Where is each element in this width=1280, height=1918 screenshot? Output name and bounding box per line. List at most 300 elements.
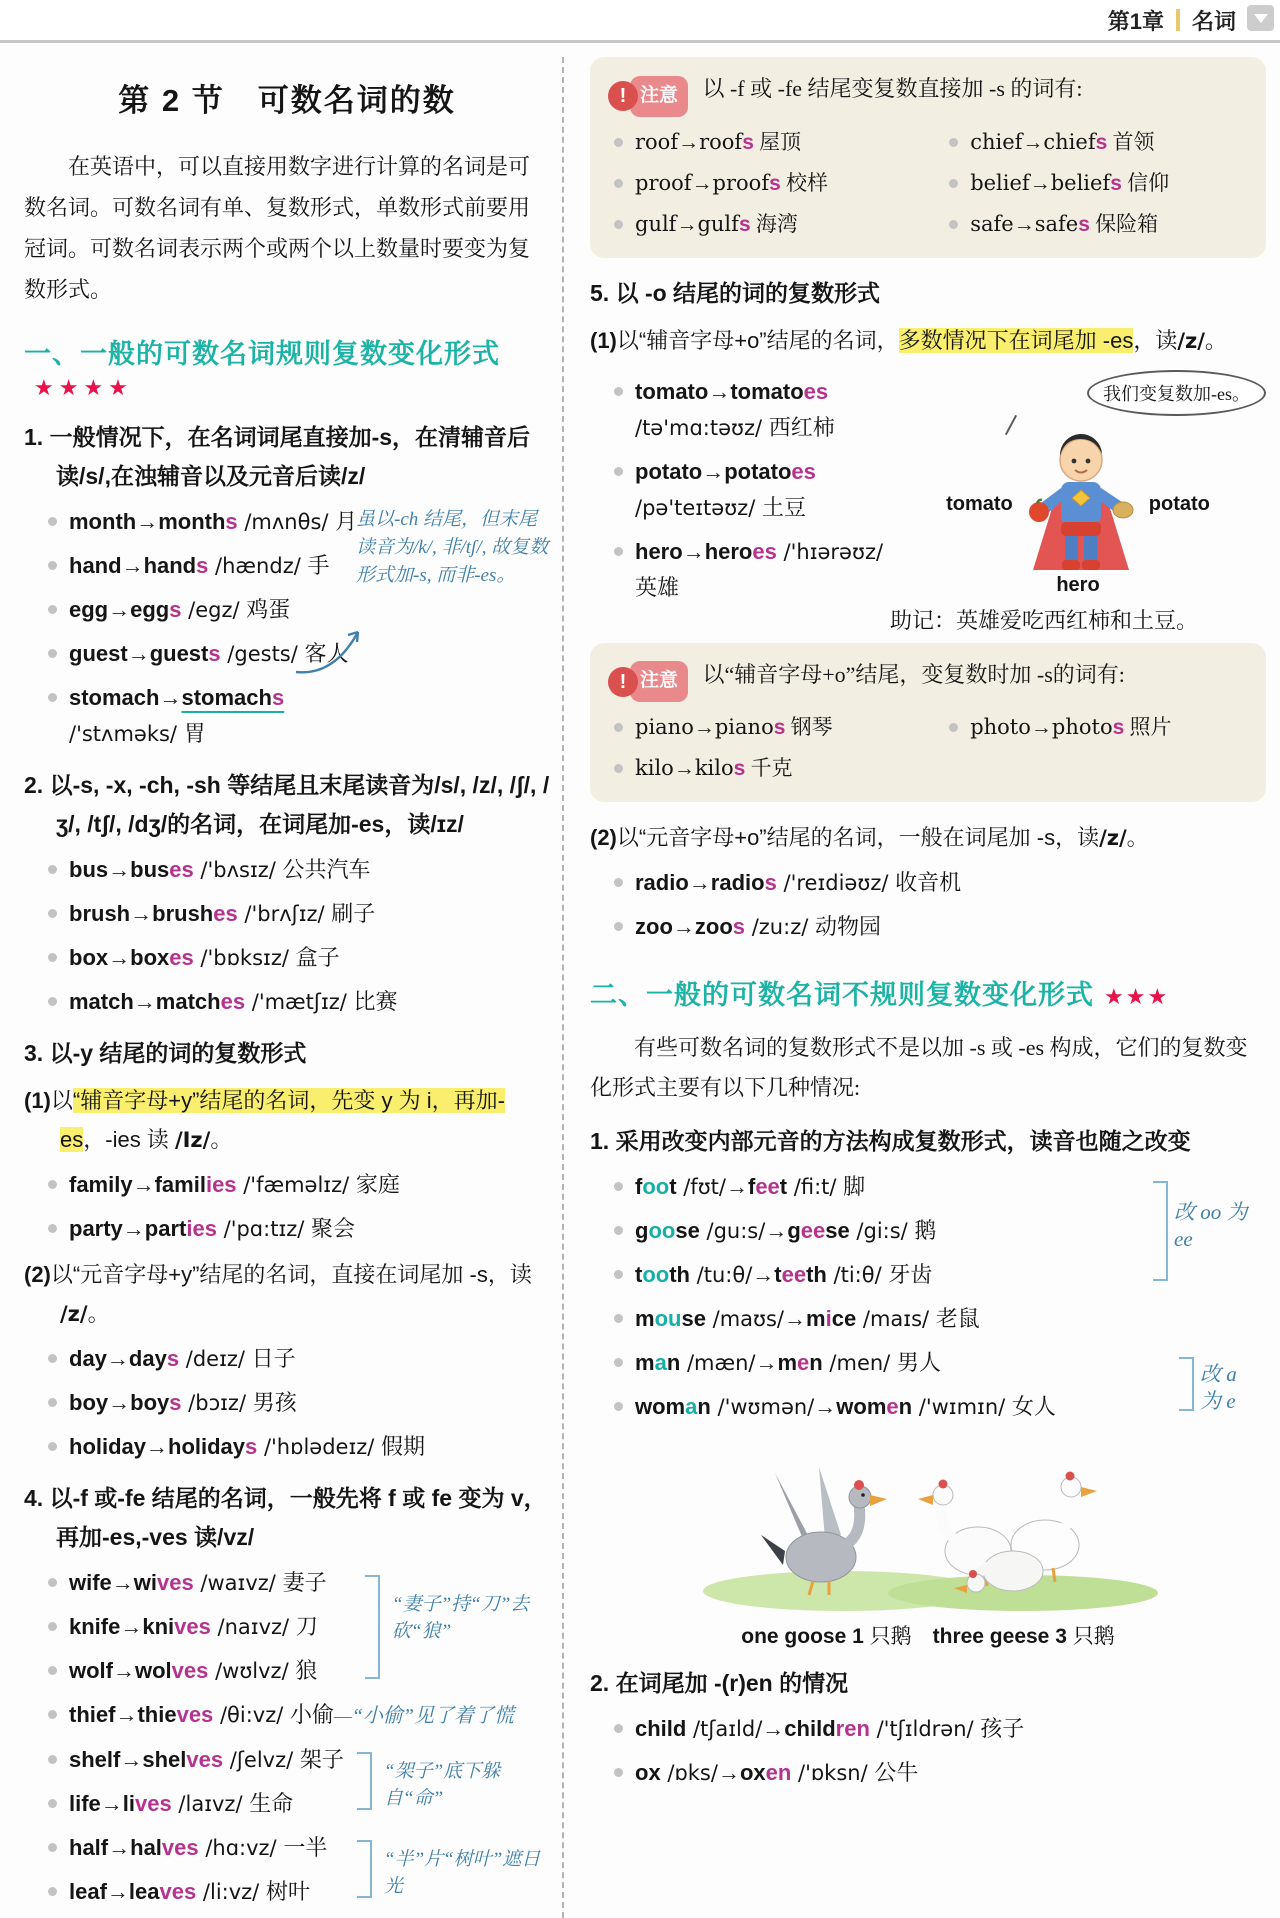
word-token: ves: [157, 1570, 194, 1595]
word-token: /egz/: [181, 598, 247, 622]
word-token: piano: [635, 715, 694, 739]
word-token: /'pɑ:tɪz/: [216, 1217, 312, 1241]
word-token: ves: [171, 1658, 209, 1683]
attention-col-2: [943, 119, 1248, 248]
example-text: [635, 1389, 1056, 1425]
word-token: safe: [1034, 211, 1079, 236]
example-row: [943, 207, 1248, 242]
rule4-group-shelf: [24, 1742, 550, 1822]
word-token: se: [825, 1218, 850, 1243]
superman-cartoon: [890, 366, 1266, 639]
word-token: →: [108, 857, 131, 882]
bullet-icon: [614, 179, 623, 188]
bullet-icon: [48, 865, 57, 874]
word-token: 千克: [745, 756, 793, 780]
word-token: se: [681, 1306, 706, 1331]
example-row: [590, 534, 890, 605]
word-token: s: [738, 212, 751, 236]
word-token: es: [791, 458, 816, 484]
word-token: →: [108, 1835, 131, 1860]
example-row: [608, 207, 937, 242]
example-text: [635, 1213, 936, 1249]
rule1-examples: [24, 504, 550, 752]
bullet-icon: [614, 1402, 623, 1411]
example-row: [943, 166, 1248, 201]
word-token: 家庭: [355, 1172, 400, 1197]
bullet-icon: [614, 723, 623, 732]
bullet-icon: [949, 179, 958, 188]
word-token: s: [245, 1434, 258, 1459]
example-text: [635, 207, 798, 242]
rule5-sub2: [590, 818, 1266, 857]
word-token: ves: [174, 1614, 211, 1639]
word-token: month: [69, 509, 137, 534]
word-token: 手: [307, 553, 330, 578]
word-token: party: [69, 1216, 123, 1241]
word-token: /hændz/: [208, 554, 308, 578]
word-token: /mæn/: [680, 1351, 756, 1375]
word-token: e: [797, 1350, 810, 1375]
word-token: /deɪz/: [179, 1347, 252, 1371]
word-token: /'wɪmɪn/: [912, 1395, 1012, 1419]
bullet-icon: [48, 649, 57, 658]
tomato-label: tomato: [946, 493, 1013, 515]
word-token: wife: [69, 1570, 112, 1595]
word-token: →: [132, 1172, 155, 1197]
word-token: /ɒks/: [660, 1761, 718, 1785]
word-token: match: [155, 989, 221, 1014]
word-token: belief: [1050, 170, 1111, 195]
bullet-icon: [48, 1799, 57, 1808]
example-text: [69, 1211, 355, 1247]
word-token: brush: [69, 901, 131, 926]
example-row: [24, 636, 550, 672]
word-token: tomato: [730, 378, 804, 404]
word-token: →: [693, 716, 715, 739]
word-token: s: [742, 130, 754, 154]
word-token: 西红柿: [768, 414, 835, 440]
word-token: /θi:vz/: [213, 1703, 291, 1727]
word-token: stomach: [181, 685, 272, 710]
example-text: [635, 710, 833, 745]
word-token: thie: [137, 1702, 177, 1727]
bullet-icon: [48, 1354, 57, 1363]
word-token: 妻子: [282, 1570, 327, 1595]
bullet-icon: [614, 1314, 623, 1323]
word-token: proof: [635, 170, 692, 195]
word-token: 鹅: [914, 1218, 937, 1243]
word-token: ee: [781, 1262, 807, 1287]
word-token: 校样: [780, 170, 829, 195]
word-token: 信仰: [1121, 170, 1170, 195]
word-token: potato: [635, 458, 703, 484]
word-token: s: [166, 1346, 180, 1371]
bullet-icon: [614, 387, 623, 396]
word-token: 照片: [1124, 715, 1172, 739]
rule4-heading: 4. 以-f 或-fe 结尾的名词，一般先将 f 或 fe 变为 v，再加-es,-ves 读/vz/: [24, 1485, 547, 1550]
caption-en: one goose 1: [741, 1625, 870, 1648]
text-token: /z/: [1177, 328, 1205, 353]
word-token: /zu:z/: [745, 915, 815, 939]
word-token: 刷子: [331, 901, 376, 926]
word-token: holiday: [168, 1434, 246, 1459]
word-token: radio: [710, 870, 765, 895]
word-token: wolf: [69, 1658, 113, 1683]
word-token: es: [169, 945, 194, 970]
section-heading-1: [24, 332, 550, 402]
bullet-icon: [48, 1755, 57, 1764]
word-token: n: [697, 1394, 711, 1419]
word-token: ox: [739, 1760, 766, 1785]
word-token: shel: [142, 1747, 187, 1772]
word-token: 聚会: [311, 1216, 356, 1241]
word-token: /'tʃɪldrən/: [869, 1717, 981, 1741]
attention-word-grid: [608, 704, 1248, 792]
word-token: /'brʌʃɪz/: [237, 902, 332, 926]
example-row: [24, 1341, 550, 1377]
word-token: /naɪvz/: [210, 1615, 296, 1639]
example-row: [590, 1301, 1266, 1337]
attention-col-2: [943, 704, 1248, 792]
intro-paragraph: 在英语中，可以直接用数字进行计算的名词是可数名词。可数名词有单、复数形式，单数形式前要用冠词。可数名词表示两个或两个以上数量时要变为复数形式。: [24, 154, 531, 302]
word-token: /'mætʃɪz/: [245, 990, 354, 1014]
example-text: [635, 125, 801, 160]
word-token: s: [1095, 130, 1108, 154]
word-token: /gi:s/: [849, 1219, 915, 1243]
word-token: →: [127, 641, 150, 666]
word-token: 假期: [381, 1434, 426, 1459]
word-token: →: [113, 1658, 135, 1683]
section-label: 名词: [1191, 8, 1236, 34]
word-token: th: [669, 1262, 690, 1287]
word-token: roof: [635, 129, 679, 154]
example-text: [635, 865, 961, 901]
example-row: [24, 1653, 550, 1689]
bullet-icon: [48, 1710, 57, 1719]
word-token: es: [169, 857, 194, 882]
word-token: /laɪvz/: [171, 1792, 250, 1816]
header-divider: [1176, 9, 1180, 31]
example-row: [24, 1211, 550, 1247]
example-text: [69, 1653, 317, 1689]
word-token: match: [69, 989, 134, 1014]
example-text: [635, 454, 890, 526]
word-token: /li:vz/: [196, 1880, 266, 1904]
potato-label: potato: [1148, 493, 1210, 515]
word-token: gulf: [635, 211, 677, 236]
word-token: brush: [152, 901, 214, 926]
word-token: th: [806, 1262, 827, 1287]
example-row: [590, 1711, 1266, 1747]
word-token: boy: [130, 1390, 170, 1415]
word-token: hero: [704, 538, 753, 564]
example-text: [635, 1711, 1024, 1747]
word-token: s: [271, 685, 285, 710]
word-token: →: [688, 870, 711, 895]
exclamation-icon: !: [608, 81, 638, 111]
bullet-icon: [949, 220, 958, 229]
word-token: hand: [69, 553, 122, 578]
word-token: hal: [130, 1835, 162, 1860]
word-token: →: [108, 597, 131, 622]
word-token: zoo: [694, 914, 733, 939]
word-token: 比赛: [353, 989, 398, 1014]
word-token: →: [108, 1390, 131, 1415]
word-token: /mʌnθs/: [237, 510, 336, 534]
word-token: /waɪvz/: [193, 1571, 283, 1595]
geese-figure: [590, 1433, 1266, 1650]
word-token: →: [676, 212, 698, 236]
text-token: 以“元音字母+o”结尾的名词，一般在词尾加 -s，读: [616, 825, 1100, 850]
word-token: /'fæməlɪz/: [236, 1173, 356, 1197]
word-token: month: [158, 509, 226, 534]
word-token: /wʊlvz/: [208, 1659, 296, 1683]
example-text: [635, 534, 890, 605]
rule5-sub1: [590, 321, 1266, 360]
text-token: “辅音字母+y”结尾的名词，先变 y 为 i，再加-es: [60, 1088, 505, 1152]
word-token: n: [898, 1394, 913, 1419]
word-token: life: [69, 1791, 101, 1816]
word-token: →: [115, 1702, 138, 1727]
word-token: wol: [135, 1658, 172, 1683]
handwritten-note-ch: 改 oo 为 ee: [1174, 1200, 1248, 1251]
word-token: /gu:s/: [699, 1219, 766, 1243]
bullet-icon: [614, 1226, 623, 1235]
bullet-icon: [48, 1398, 57, 1407]
word-token: /tu:θ/: [689, 1263, 753, 1287]
word-token: /bɔɪz/: [181, 1391, 253, 1415]
bullet-icon: [949, 723, 958, 732]
word-token: chief: [1043, 129, 1096, 154]
word-token: 客人: [304, 641, 349, 666]
word-token: m: [777, 1350, 798, 1375]
example-text: [69, 852, 371, 888]
example-text: [69, 1167, 400, 1203]
example-text: [69, 896, 375, 932]
bullet-icon: [614, 138, 623, 147]
word-token: →: [136, 509, 159, 534]
word-token: 生命: [249, 1791, 294, 1816]
example-text: [69, 1874, 310, 1910]
bullet-icon: [949, 138, 958, 147]
word-token: leaf: [69, 1879, 107, 1904]
example-row: [590, 1345, 1266, 1381]
example-text: [69, 1830, 327, 1866]
word-token: m: [635, 1306, 655, 1331]
word-token: /tə'mɑ:təʊz/: [635, 379, 835, 440]
rule3-sub1: [24, 1081, 550, 1159]
example-row: [24, 680, 550, 752]
word-token: →: [159, 685, 182, 710]
example-text: [69, 1565, 327, 1601]
word-token: day: [69, 1346, 107, 1371]
word-token: 动物园: [814, 914, 881, 939]
example-row: [608, 125, 937, 160]
irregular-group-oo: [590, 1169, 1266, 1293]
word-token: ves: [161, 1835, 199, 1860]
word-token: ee: [800, 1218, 826, 1243]
word-token: 首领: [1107, 129, 1155, 154]
word-token: →: [133, 989, 156, 1014]
bracket: [1153, 1181, 1168, 1281]
attention-label: 注意: [630, 76, 688, 117]
word-token: kni: [142, 1614, 175, 1639]
word-token: /gests/: [220, 642, 305, 666]
example-text: [69, 504, 357, 540]
example-text: [69, 592, 290, 628]
word-token: f: [635, 1174, 643, 1199]
text-token: /Iz/: [174, 1128, 211, 1152]
bullet-icon: [614, 1724, 623, 1733]
bullet-icon: [48, 605, 57, 614]
word-token: /'reɪdiəʊz/: [776, 871, 896, 895]
word-token: ves: [135, 1791, 172, 1816]
word-token: oo: [642, 1262, 670, 1287]
word-token: ies: [186, 1216, 217, 1241]
word-token: 收音机: [895, 870, 962, 895]
word-token: egg: [130, 597, 170, 622]
example-row: [24, 592, 550, 628]
word-token: 屋顶: [753, 129, 802, 154]
example-text: [69, 940, 340, 976]
word-token: g: [787, 1218, 801, 1243]
text-token: 。: [87, 1301, 110, 1326]
word-token: /'hɪərəʊz/: [776, 539, 890, 564]
example-row: [590, 909, 1266, 945]
word-token: ox: [635, 1760, 661, 1785]
example-row: [24, 984, 550, 1020]
word-token: →: [106, 1346, 129, 1371]
text-token: /z/: [60, 1302, 88, 1326]
word-token: s: [732, 914, 746, 939]
example-text: [69, 680, 389, 752]
example-row: [24, 1385, 550, 1421]
word-token: /ti:θ/: [826, 1263, 889, 1287]
word-token: ren: [835, 1716, 870, 1741]
section2-paragraph: 有些可数名词的复数形式不是以加 -s 或 -es 构成，它们的复数变化形式主要有以下几种情况:: [590, 1035, 1248, 1100]
attention-intro: 以 -f 或 -fe 结尾变复数直接加 -s 的词有:: [702, 76, 1083, 101]
word-token: s: [764, 870, 777, 895]
example-row: [590, 1389, 1266, 1425]
word-token: 刀: [295, 1614, 318, 1639]
word-token: /fi:t/: [787, 1175, 844, 1199]
word-token: zoo: [635, 914, 673, 939]
word-token: 老鼠: [935, 1306, 980, 1331]
mnemonic-text: 助记：英雄爱吃西红柿和土豆。: [890, 607, 1199, 633]
word-token: roof: [699, 129, 743, 154]
word-token: wi: [133, 1570, 158, 1595]
word-token: 一半: [283, 1835, 328, 1860]
text-token: 以“元音字母+y”结尾的名词，直接在词尾加 -s，读: [50, 1262, 538, 1287]
attention-col-1: [608, 119, 937, 248]
word-token: 日子: [251, 1346, 296, 1371]
caption-zh: 只鹅: [869, 1624, 933, 1648]
page-title: 第 2 节 可数名词的数: [118, 83, 456, 118]
example-text: [970, 207, 1158, 242]
bullet-icon: [48, 909, 57, 918]
bullet-icon: [48, 953, 57, 962]
word-token: safe: [970, 211, 1014, 236]
word-token: photo: [1051, 715, 1113, 739]
word-token: →: [100, 1791, 123, 1816]
word-token: /fʊt/: [676, 1175, 726, 1199]
bracket: [357, 1840, 372, 1898]
irregular-group-a: [590, 1345, 1266, 1425]
word-token: day: [128, 1346, 167, 1371]
example-text: [970, 166, 1169, 201]
word-token: →: [120, 1747, 143, 1772]
word-token: —“小偷”见了着了慌: [334, 1705, 515, 1727]
word-token: box: [130, 945, 170, 970]
word-token: /'stʌməks/: [69, 686, 291, 746]
word-token: →: [130, 901, 153, 926]
word-token: s: [225, 509, 238, 534]
example-text: [635, 1257, 932, 1293]
example-row: [24, 852, 550, 888]
example-text: [69, 1609, 318, 1645]
word-token: guest: [149, 641, 209, 666]
word-token: →: [814, 1394, 837, 1419]
word-token: /maʊs/: [705, 1307, 785, 1331]
word-token: bus: [130, 857, 170, 882]
word-token: /'bɒksɪz/: [193, 946, 296, 970]
attention-box-o: [590, 643, 1266, 803]
word-token: wom: [836, 1394, 887, 1419]
word-token: ves: [159, 1879, 197, 1904]
word-token: /'bʌsɪz/: [193, 858, 283, 882]
example-row: [24, 1167, 550, 1203]
bullet-icon: [48, 1887, 57, 1896]
word-token: kilo: [635, 756, 674, 780]
word-token: proof: [712, 170, 770, 195]
section-heading-2: [590, 973, 1266, 1012]
attention-box-f-fe: [590, 57, 1266, 258]
word-token: 狼: [295, 1658, 318, 1683]
text-token: (2): [24, 1262, 51, 1287]
word-token: ou: [654, 1306, 682, 1331]
example-row: [943, 125, 1248, 160]
star-rating: ★★★: [1104, 985, 1170, 1010]
example-row: [608, 751, 937, 786]
word-token: thief: [69, 1702, 116, 1727]
right-column: [574, 53, 1266, 1918]
word-token: oo: [648, 1218, 676, 1243]
word-token: 孩子: [980, 1716, 1025, 1741]
word-token: n: [809, 1350, 823, 1375]
word-token: →: [1013, 212, 1035, 236]
text-token: 。: [1126, 825, 1149, 850]
rule3-sub2: [24, 1255, 550, 1333]
word-token: /tʃaɪld/: [686, 1717, 763, 1741]
word-token: oo: [642, 1174, 670, 1199]
word-token: lea: [128, 1879, 160, 1904]
word-token: potato: [724, 458, 792, 484]
word-token: e: [886, 1394, 899, 1419]
word-token: →: [762, 1716, 785, 1741]
word-token: s: [1078, 212, 1090, 236]
caption-zh: 只鹅: [1072, 1624, 1115, 1648]
word-token: s: [1112, 716, 1125, 739]
word-token: a: [685, 1394, 698, 1419]
example-text: [635, 374, 890, 446]
word-token: guest: [69, 641, 128, 666]
word-token: holiday: [69, 1434, 147, 1459]
bullet-icon: [48, 997, 57, 1006]
word-token: 小偷: [290, 1702, 335, 1727]
word-token: 钢琴: [785, 715, 833, 739]
word-token: →: [673, 757, 695, 780]
collapse-button[interactable]: [1247, 5, 1274, 31]
